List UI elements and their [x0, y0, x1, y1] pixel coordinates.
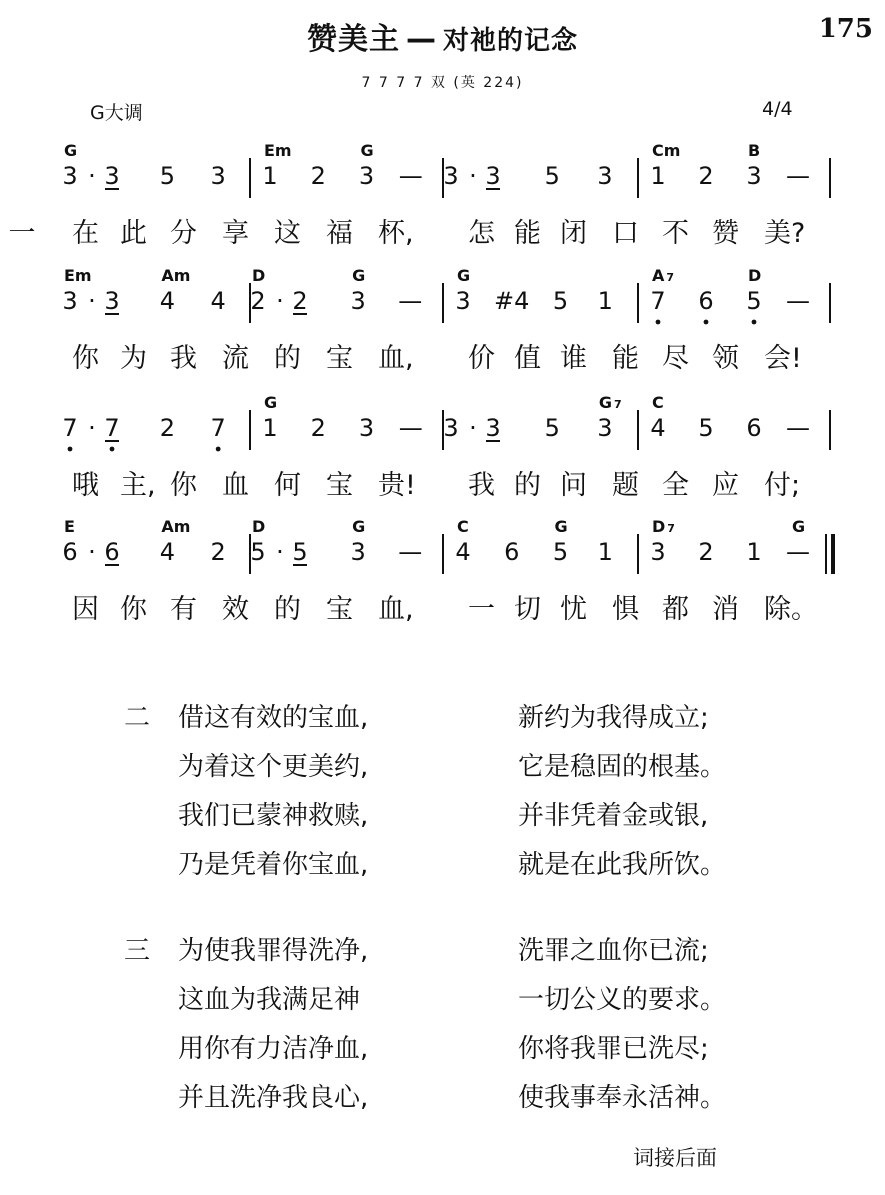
- note-3-3-1: 3: [443, 414, 459, 442]
- chord-label: G: [64, 141, 78, 160]
- lyric-word: 全: [662, 470, 689, 501]
- lyric-word: 的: [514, 470, 541, 501]
- low-octave-dot: [656, 320, 661, 325]
- note-2-4-3: 5: [746, 287, 762, 315]
- chord-label: G: [352, 517, 366, 536]
- note-1-3-5: 3: [597, 162, 613, 190]
- lyric-word: 效: [222, 594, 249, 625]
- chord-label: Cm: [652, 141, 681, 160]
- lyric-word: 此: [120, 218, 147, 249]
- note-3-3-3: 3: [485, 414, 501, 442]
- note-2-2-2: ·: [276, 287, 284, 315]
- lyric-word: 切: [514, 594, 541, 625]
- note-4-2-1: 5: [250, 538, 266, 566]
- note-2-2-3: 2: [292, 287, 308, 315]
- lyric-word: 能: [612, 343, 639, 374]
- note-1-1-3: 3: [104, 162, 120, 190]
- note-2-2-1: 2: [250, 287, 266, 315]
- note-2-3-2: #4: [494, 287, 530, 315]
- verse-line-left: 乃是凭着你宝血,: [178, 850, 369, 880]
- chord-label: C: [457, 517, 469, 536]
- verse-line-right: 新约为我得成立;: [518, 703, 709, 733]
- lyric-word: 问: [560, 470, 587, 501]
- verse-line-left: 这血为我满足神: [178, 985, 361, 1015]
- lyric-word: 口: [612, 218, 639, 249]
- lyric-word: 血,: [378, 343, 414, 374]
- note-4-1-1: 6: [62, 538, 78, 566]
- note-3-1-3: 7: [104, 414, 120, 442]
- lyric-word: 分: [170, 218, 197, 249]
- chord-label: G: [792, 517, 806, 536]
- meter-label: 7 7 7 7 双 (英 224): [361, 75, 524, 91]
- low-octave-dot: [704, 320, 709, 325]
- note-1-3-1: 3: [443, 162, 459, 190]
- verse-number: 二: [124, 703, 151, 733]
- note-3-1-1: 7: [62, 414, 78, 442]
- note-1-2-2: 2: [310, 162, 326, 190]
- note-3-4-4: —: [786, 414, 810, 442]
- hymn-number: 175: [818, 14, 873, 44]
- lyric-word: 忧: [560, 594, 587, 625]
- verse-line-left: 为使我罪得洗净,: [178, 936, 369, 966]
- lyric-word: 你: [170, 470, 197, 501]
- chord-label: G: [360, 141, 374, 160]
- lyric-word: 消: [712, 594, 739, 625]
- lyric-word: 何: [274, 470, 301, 501]
- chord-label: D: [252, 517, 266, 536]
- chord-label: B: [748, 141, 761, 160]
- lyric-word: 会!: [764, 343, 802, 374]
- lyric-word: 谁: [560, 343, 587, 374]
- lyric-word: 血: [222, 470, 249, 501]
- note-4-3-4: 1: [597, 538, 613, 566]
- lyric-word: 应: [712, 470, 739, 501]
- note-3-4-2: 5: [698, 414, 714, 442]
- note-2-4-4: —: [786, 287, 810, 315]
- chord-label: G 7: [598, 393, 622, 412]
- note-3-1-2: ·: [88, 414, 96, 442]
- low-octave-dot: [68, 447, 73, 452]
- lyric-word: 主,: [120, 470, 156, 501]
- note-1-1-1: 3: [62, 162, 78, 190]
- lyric-word: 宝: [326, 470, 353, 501]
- note-1-4-1: 1: [650, 162, 666, 190]
- verse-line-right: 你将我罪已洗尽;: [518, 1034, 709, 1064]
- chord-label: Em: [264, 141, 292, 160]
- lyric-word: 哦: [72, 470, 99, 501]
- lyric-word: 你: [72, 343, 99, 374]
- note-1-4-3: 3: [746, 162, 762, 190]
- chord-label: E: [64, 517, 75, 536]
- low-octave-dot: [110, 447, 115, 452]
- low-octave-dot: [216, 447, 221, 452]
- note-2-1-2: ·: [88, 287, 96, 315]
- lyric-word: 尽: [662, 343, 689, 374]
- note-3-1-4: 2: [159, 414, 176, 442]
- lyric-word: 闭: [560, 218, 587, 249]
- note-1-3-2: ·: [469, 162, 477, 190]
- chord-label: G: [264, 393, 278, 412]
- chord-label: Em: [64, 266, 92, 285]
- verse-line-right: 它是稳固的根基。: [518, 752, 727, 782]
- lyric-word: 一: [468, 594, 495, 625]
- note-3-4-3: 6: [746, 414, 762, 442]
- verse-line-left: 为着这个更美约,: [178, 752, 369, 782]
- chord-label: A 7: [652, 266, 675, 285]
- note-3-1-5: 7: [210, 414, 226, 442]
- lyric-word: 为: [120, 343, 147, 374]
- lyric-word: 值: [514, 343, 541, 374]
- lyric-word: 价: [468, 343, 495, 374]
- lyric-word: 宝: [326, 343, 353, 374]
- lyric-word: 我: [170, 343, 197, 374]
- verse-line-right: 使我事奉永活神。: [518, 1083, 727, 1113]
- note-1-1-2: ·: [88, 162, 96, 190]
- footer-note: 词接后面: [633, 1146, 717, 1170]
- lyric-word: 怎: [468, 218, 495, 249]
- verse-line-left: 我们已蒙神救赎,: [178, 801, 369, 831]
- note-3-3-5: 3: [597, 414, 613, 442]
- note-2-1-3: 3: [104, 287, 120, 315]
- note-4-4-1: 3: [650, 538, 666, 566]
- verse-number: 三: [124, 936, 151, 966]
- note-4-4-4: —: [786, 538, 810, 566]
- note-4-2-5: —: [398, 538, 423, 566]
- lyric-word: 这: [274, 218, 301, 249]
- chord-label: D 7: [652, 517, 675, 536]
- note-4-1-2: ·: [88, 538, 96, 566]
- note-3-3-2: ·: [469, 414, 477, 442]
- lyric-word: 宝: [326, 594, 353, 625]
- note-1-2-1: 1: [262, 162, 278, 190]
- verse-line-left: 用你有力洁净血,: [178, 1034, 369, 1064]
- note-1-3-3: 3: [485, 162, 501, 190]
- verse-line-right: 就是在此我所饮。: [518, 850, 727, 880]
- note-3-3-4: 5: [544, 414, 560, 442]
- lyric-word: 有: [170, 594, 197, 625]
- note-2-4-1: 7: [650, 287, 666, 315]
- lyric-word: 福: [326, 218, 353, 249]
- lyric-word: 能: [514, 218, 541, 249]
- note-4-2-3: 5: [292, 538, 308, 566]
- lyric-word: 贵!: [378, 470, 416, 501]
- note-2-4-2: 6: [698, 287, 714, 315]
- note-2-1-4: 4: [159, 287, 176, 315]
- lyric-word: 题: [612, 470, 639, 501]
- lyric-word: 赞: [712, 218, 739, 249]
- lyric-word: 杯,: [378, 218, 414, 249]
- chord-label: Am: [161, 266, 191, 285]
- verse-line-right: 洗罪之血你已流;: [518, 936, 709, 966]
- note-1-3-4: 5: [544, 162, 560, 190]
- note-4-1-3: 6: [104, 538, 120, 566]
- lyric-word: 血,: [378, 594, 414, 625]
- note-3-2-1: 1: [262, 414, 278, 442]
- note-1-4-4: —: [786, 162, 810, 190]
- note-4-1-4: 4: [159, 538, 176, 566]
- lyric-word: 因: [72, 594, 99, 625]
- note-4-3-3: 5: [552, 538, 569, 566]
- note-2-3-4: 1: [597, 287, 613, 315]
- verse-number-lead: 一: [8, 218, 36, 249]
- verse-line-right: 并非凭着金或银,: [518, 801, 709, 831]
- note-2-2-4: 3: [350, 287, 366, 315]
- verse-line-left: 借这有效的宝血,: [178, 703, 369, 733]
- key-signature: G大调: [90, 102, 143, 124]
- lyric-word: 领: [712, 343, 739, 374]
- note-4-3-2: 6: [504, 538, 520, 566]
- note-1-2-4: —: [398, 162, 423, 190]
- note-3-2-4: —: [398, 414, 423, 442]
- verse-line-left: 并且洗净我良心,: [178, 1083, 369, 1113]
- lyric-word: 的: [274, 343, 301, 374]
- note-4-2-2: ·: [276, 538, 284, 566]
- note-2-1-5: 4: [210, 287, 226, 315]
- note-1-1-5: 3: [210, 162, 226, 190]
- chord-label: G: [457, 266, 471, 285]
- chord-label: G: [352, 266, 366, 285]
- lyric-word: 付;: [764, 470, 801, 501]
- lyric-word: 的: [274, 594, 301, 625]
- title-main: 赞美主: [306, 22, 400, 57]
- verse-line-right: 一切公义的要求。: [518, 985, 727, 1015]
- lyric-word: 都: [662, 594, 689, 625]
- note-1-1-4: 5: [159, 162, 176, 190]
- title-subtitle: 对祂的记念: [442, 26, 578, 56]
- lyric-word: 流: [222, 343, 249, 374]
- title-dash: —: [405, 22, 437, 57]
- chord-label: C: [652, 393, 664, 412]
- note-3-2-2: 2: [310, 414, 326, 442]
- note-2-3-1: 3: [455, 287, 471, 315]
- time-signature: 4/4: [762, 98, 793, 120]
- lyric-word: 你: [120, 594, 147, 625]
- note-3-4-1: 4: [650, 414, 666, 442]
- chord-label: Am: [161, 517, 191, 536]
- chord-label: D: [748, 266, 762, 285]
- note-4-2-4: 3: [350, 538, 366, 566]
- lyric-word: 除。: [764, 594, 818, 625]
- chord-label: D: [252, 266, 266, 285]
- note-3-2-3: 3: [358, 414, 375, 442]
- note-2-1-1: 3: [62, 287, 78, 315]
- note-4-4-3: 1: [746, 538, 762, 566]
- note-1-2-3: 3: [358, 162, 375, 190]
- chord-label: G: [554, 517, 568, 536]
- note-4-3-1: 4: [455, 538, 471, 566]
- lyric-word: 享: [222, 218, 249, 249]
- note-2-2-5: —: [398, 287, 423, 315]
- note-1-4-2: 2: [698, 162, 714, 190]
- lyric-word: 惧: [612, 594, 639, 625]
- lyric-word: 不: [662, 218, 689, 249]
- note-4-4-2: 2: [698, 538, 714, 566]
- note-4-1-5: 2: [210, 538, 226, 566]
- lyric-word: 在: [72, 218, 99, 249]
- lyric-word: 美?: [764, 218, 806, 249]
- low-octave-dot: [752, 320, 757, 325]
- lyric-word: 我: [468, 470, 495, 501]
- note-2-3-3: 5: [552, 287, 569, 315]
